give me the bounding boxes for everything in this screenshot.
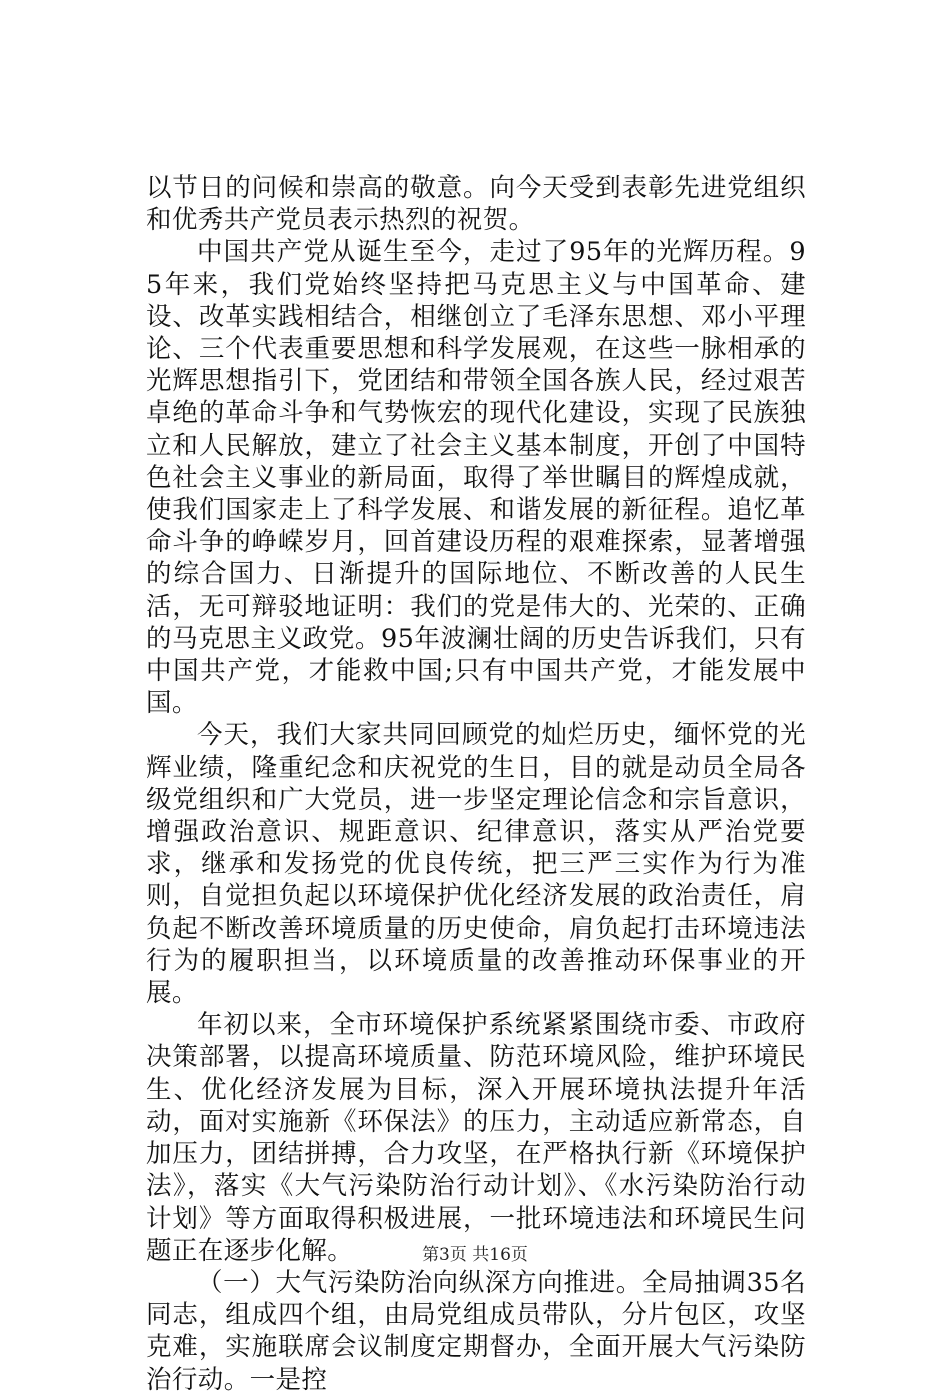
document-body	[146, 172, 806, 1396]
paragraph-4: 年初以来，全市环境保护系统紧紧围绕市委、市政府决策部署，以提高环境质量、防范环境风险，维护环境民生、优化经济发展为目标，深入开展环境执法提升年活动，面对实施新《环保法》的压力，主动适应新常态，自加压力，团结拼搏，合力攻坚，在严格执行新《环境保护法》，落实《大气污染防治行动计划》、《水污染防治行动计划》等方面取得积极进展，一批环境违法和环境民生问题正在逐步化解。	[146, 1010, 806, 1266]
page-footer: 第3页 共16页	[422, 1245, 528, 1265]
paragraph-1: 以节日的问候和崇高的敬意。向今天受到表彰先进党组织和优秀共产党员表示热烈的祝贺。	[146, 173, 806, 236]
paragraph-3: 今天，我们大家共同回顾党的灿烂历史，缅怀党的光辉业绩，隆重纪念和庆祝党的生日，目的就是动员全局各级党组织和广大党员，进一步坚定理论信念和宗旨意识，增强政治意识、规距意识、纪律意识，落实从严治党要求，继承和发扬党的优良传统，把三严三实作为行为准则，自觉担负起以环境保护优化经济发展的政治责任，肩负起不断改善环境质量的历史使命，肩负起打击环境违法行为的履职担当，以环境质量的改善推动环保事业的开展。	[146, 720, 806, 1009]
paragraph-2: 中国共产党从诞生至今，走过了95年的光辉历程。95年来，我们党始终坚持把马克思主义与中国革命、建设、改革实践相结合，相继创立了毛泽东思想、邓小平理论、三个代表重要思想和科学发展观，在这些一脉相承的光辉思想指引下，党团结和带领全国各族人民，经过艰苦卓绝的革命斗争和气势恢宏的现代化建设，实现了民族独立和人民解放，建立了社会主义基本制度，开创了中国特色社会主义事业的新局面，取得了举世瞩目的辉煌成就，使我们国家走上了科学发展、和谐发展的新征程。追忆革命斗争的峥嵘岁月，回首建设历程的艰难探索，显著增强的综合国力、日渐提升的国际地位、不断改善的人民生活，无可辩驳地证明：我们的党是伟大的、光荣的、正确的马克思主义政党。95年波澜壮阔的历史告诉我们，只有中国共产党，才能救中国;只有中国共产党，才能发展中国。	[146, 237, 806, 719]
paragraph-5: （一）大气污染防治向纵深方向推进。全局抽调35名同志，组成四个组，由局党组成员带队，分片包区，攻坚克难，实施联席会议制度定期督办，全面开展大气污染防治行动。一是控	[146, 1267, 806, 1395]
